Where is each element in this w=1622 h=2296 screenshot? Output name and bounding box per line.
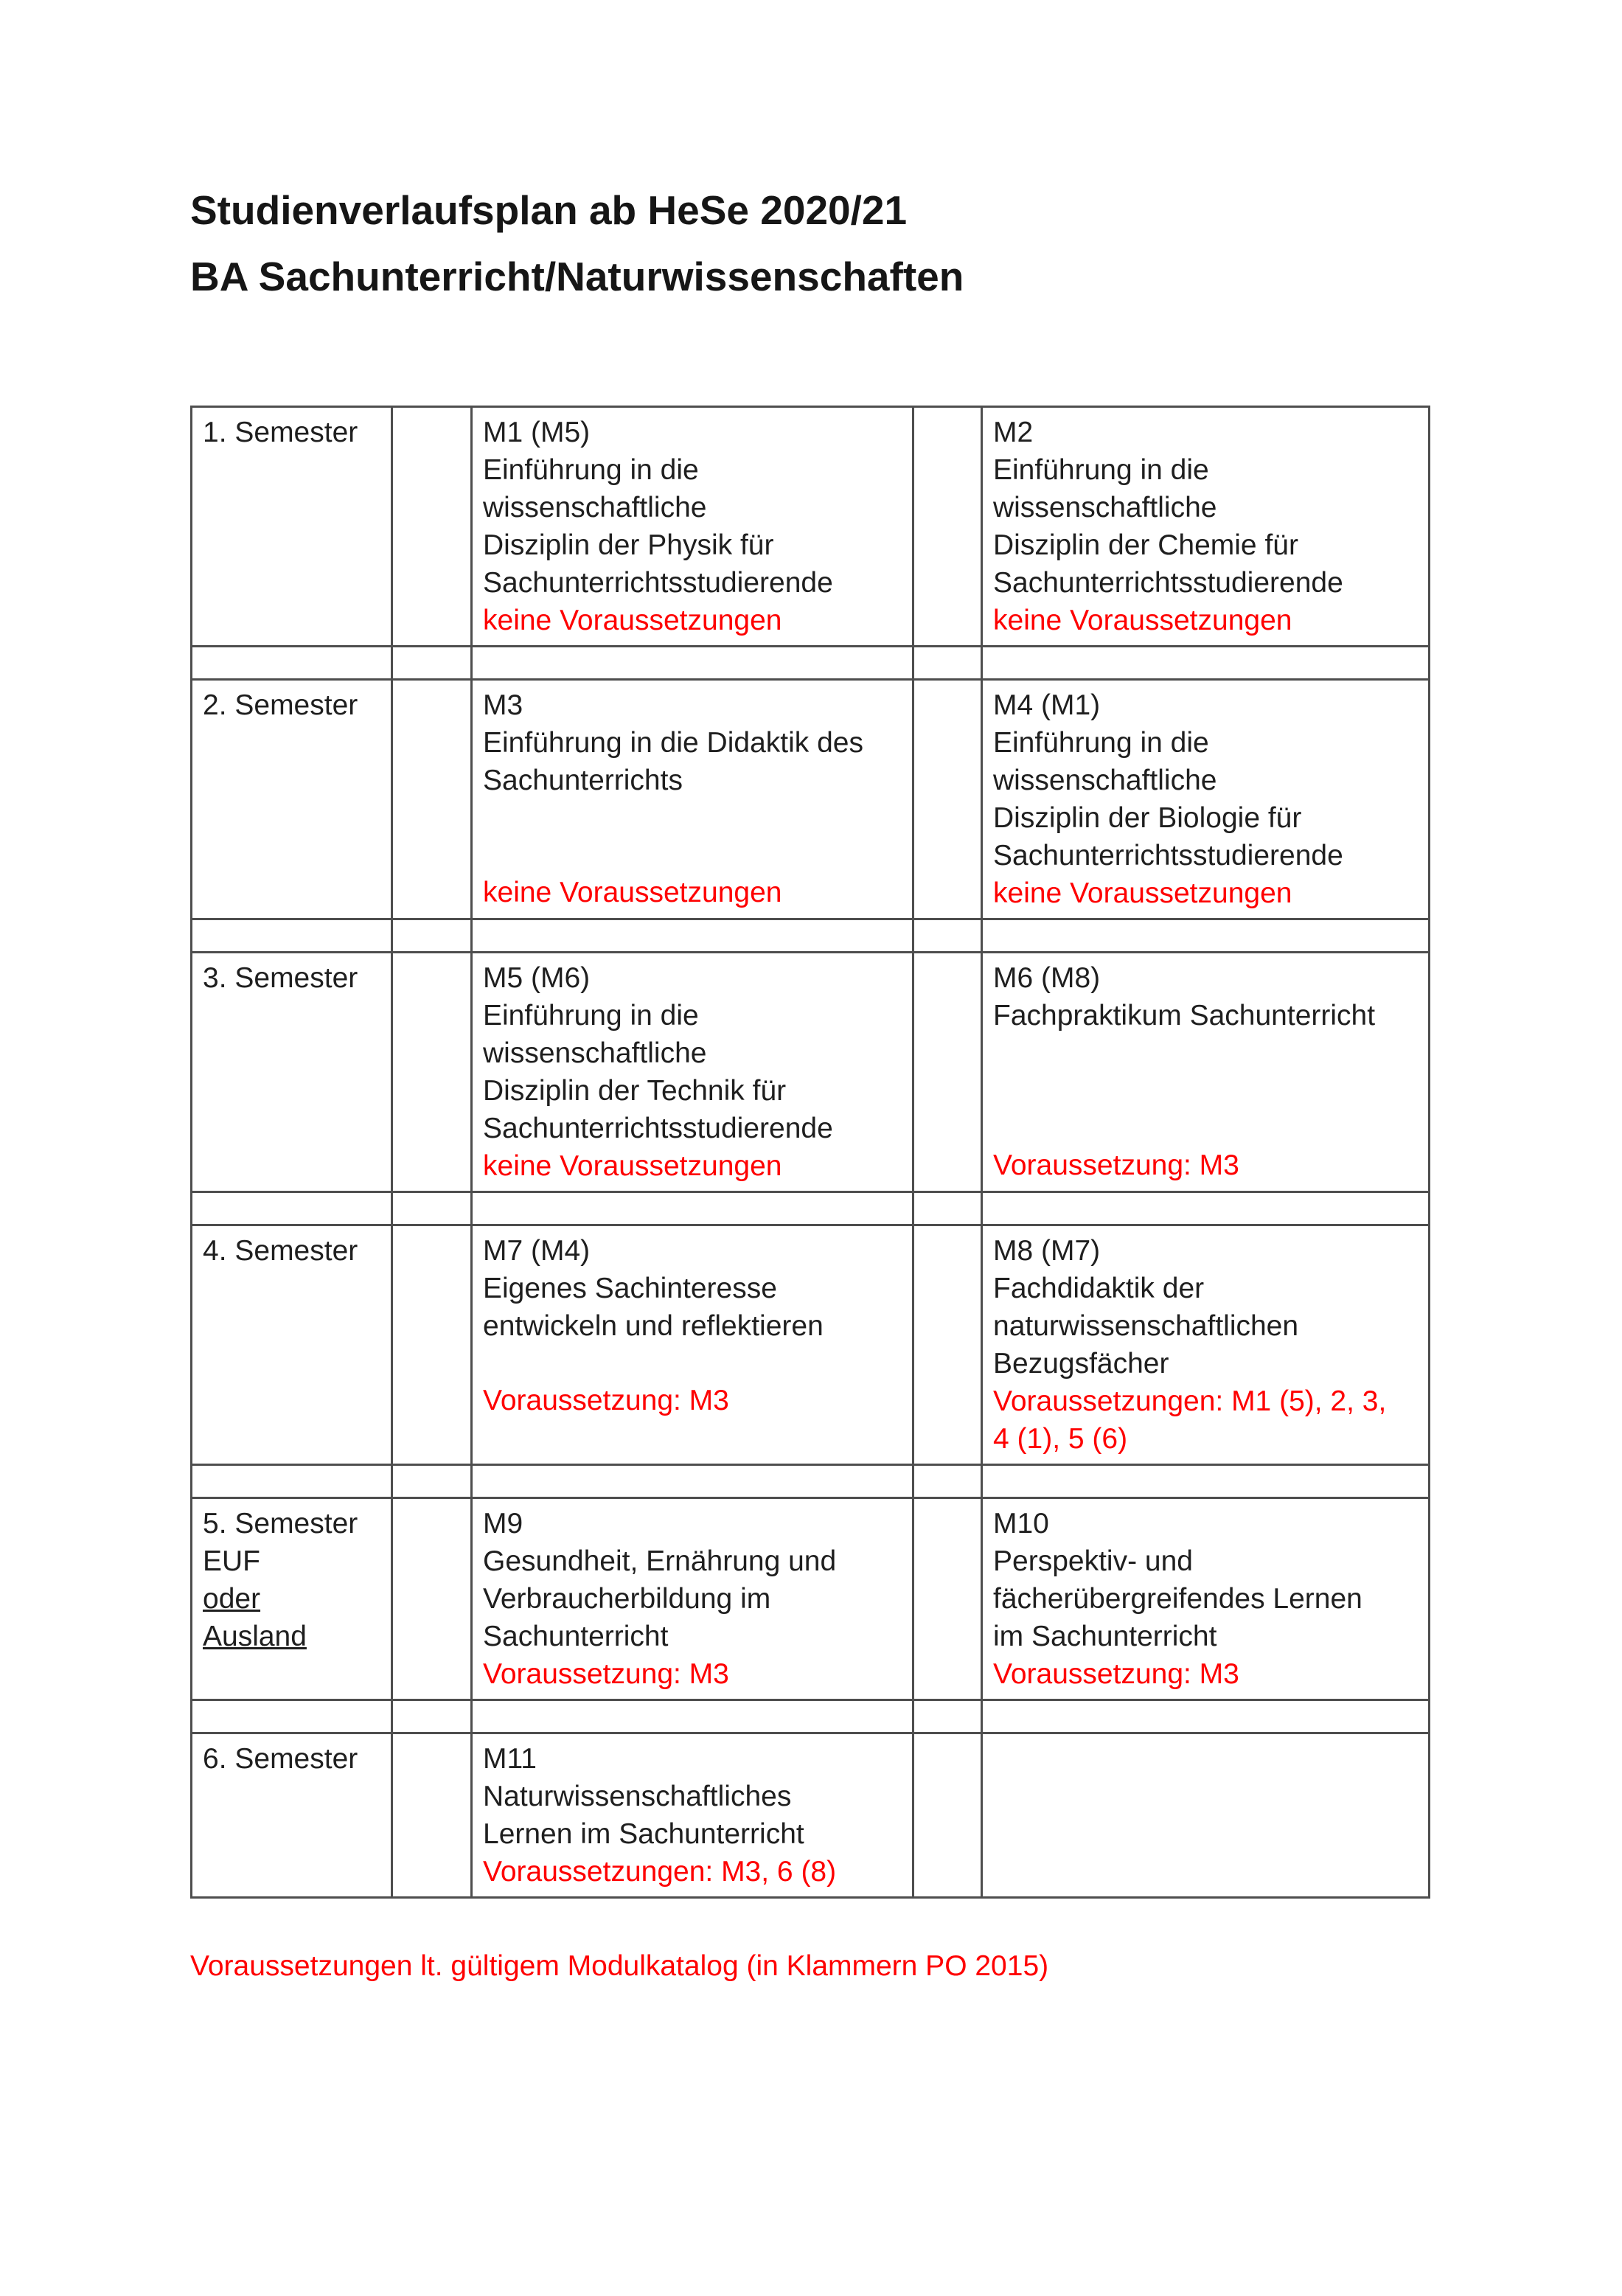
- module-title-line: Perspektiv- und: [993, 1545, 1193, 1577]
- page-title-line-2: BA Sachunterricht/Naturwissenschaften: [190, 254, 964, 299]
- module-code: M8 (M7): [993, 1235, 1101, 1267]
- module-title-line: Eigenes Sachinteresse: [483, 1273, 777, 1304]
- module-title-line: naturwissenschaftlichen: [993, 1310, 1299, 1342]
- spacer-column-cell: [392, 953, 472, 1192]
- module-cell-3-left: [472, 953, 913, 1192]
- semester-label-euf: EUF: [203, 1545, 260, 1577]
- module-code: M10: [993, 1508, 1049, 1540]
- semester-cell-2: [192, 680, 392, 919]
- module-cell-5-left: [472, 1498, 913, 1700]
- semester-cell-6: [192, 1733, 392, 1898]
- module-title-line: Sachunterrichtsstudierende: [483, 567, 833, 599]
- table-row-semester-1: [192, 407, 1430, 647]
- requirement-note: Voraussetzung: M3: [483, 1385, 729, 1416]
- module-title-line: Disziplin der Technik für: [483, 1075, 787, 1107]
- module-title-line: wissenschaftliche: [993, 492, 1217, 523]
- spacer-row: [192, 919, 1430, 953]
- page-title-line-1: Studienverlaufsplan ab HeSe 2020/21: [190, 187, 908, 233]
- module-title-line: Disziplin der Biologie für: [993, 802, 1302, 834]
- module-title-line: Fachpraktikum Sachunterricht: [993, 1000, 1376, 1032]
- semester-label: 3. Semester: [203, 962, 358, 994]
- module-code: M9: [483, 1508, 523, 1540]
- module-code: M11: [483, 1743, 537, 1775]
- spacer-row: [192, 1700, 1430, 1733]
- semester-cell-5: [192, 1498, 392, 1700]
- spacer-column-cell: [913, 1733, 982, 1898]
- semester-label-oder: oder: [203, 1583, 261, 1615]
- module-title-line: Gesundheit, Ernährung und: [483, 1545, 837, 1577]
- requirement-note: keine Voraussetzungen: [483, 605, 782, 636]
- spacer-column-cell: [392, 680, 472, 919]
- requirement-note: Voraussetzungen: M1 (5), 2, 3, 4 (1), 5 (6): [993, 1385, 1387, 1455]
- spacer-column-cell: [392, 407, 472, 647]
- spacer-row: [192, 1192, 1430, 1225]
- module-title-line: wissenschaftliche: [483, 492, 707, 523]
- requirement-note: keine Voraussetzungen: [483, 877, 782, 908]
- table-row-semester-2: [192, 680, 1430, 919]
- module-title-line: Disziplin der Physik für: [483, 529, 774, 561]
- study-plan-table: [190, 406, 1430, 1899]
- module-title-line: Naturwissenschaftliches: [483, 1781, 792, 1812]
- module-title-line: Sachunterrichtsstudierende: [993, 840, 1343, 872]
- module-cell-1-left: [472, 407, 913, 647]
- module-title-line: im Sachunterricht: [993, 1621, 1217, 1652]
- requirement-note: keine Voraussetzungen: [993, 877, 1292, 909]
- page-title: [190, 177, 1622, 310]
- module-cell-2-right: [982, 680, 1430, 919]
- module-title-line: Fachdidaktik der: [993, 1273, 1205, 1304]
- spacer-column-cell: [392, 1498, 472, 1700]
- module-cell-6-left: [472, 1733, 913, 1898]
- module-cell-2-left: [472, 680, 913, 919]
- module-title-line: Einführung in die: [483, 454, 699, 486]
- module-code: M7 (M4): [483, 1235, 591, 1267]
- semester-label: 6. Semester: [203, 1743, 358, 1775]
- module-title-line: fächerübergreifendes Lernen: [993, 1583, 1362, 1615]
- module-title-line: Sachunterrichtsstudierende: [483, 1113, 833, 1144]
- module-title-line: Lernen im Sachunterricht: [483, 1818, 804, 1850]
- module-title-line: Einführung in die Didaktik des: [483, 727, 863, 759]
- module-title-line: Sachunterrichtsstudierende: [993, 567, 1343, 599]
- blank-line: [483, 1419, 902, 1457]
- module-code: M4 (M1): [993, 689, 1101, 721]
- requirement-note: Voraussetzung: M3: [993, 1149, 1239, 1181]
- module-cell-6-right-empty: [982, 1733, 1430, 1898]
- requirement-note: Voraussetzung: M3: [993, 1658, 1239, 1690]
- table-row-semester-5: [192, 1498, 1430, 1700]
- module-code: M6 (M8): [993, 962, 1101, 994]
- semester-label: 1. Semester: [203, 417, 358, 448]
- spacer-row: [192, 647, 1430, 680]
- table-row-semester-4: [192, 1225, 1430, 1465]
- module-code: M5 (M6): [483, 962, 591, 994]
- semester-cell-3: [192, 953, 392, 1192]
- module-title-line: Verbraucherbildung im: [483, 1583, 771, 1615]
- semester-cell-4: [192, 1225, 392, 1465]
- spacer-row: [192, 1465, 1430, 1498]
- requirement-note: keine Voraussetzungen: [483, 1150, 782, 1182]
- module-cell-1-right: [982, 407, 1430, 647]
- semester-label: 4. Semester: [203, 1235, 358, 1267]
- spacer-column-cell: [392, 1733, 472, 1898]
- module-title-line: entwickeln und reflektieren: [483, 1310, 824, 1342]
- requirement-note: Voraussetzung: M3: [483, 1658, 729, 1690]
- module-code: M3: [483, 689, 523, 721]
- module-cell-3-right: [982, 953, 1430, 1192]
- module-title-line: Sachunterrichts: [483, 765, 683, 796]
- table-row-semester-3: [192, 953, 1430, 1192]
- semester-label-ausland: Ausland: [203, 1621, 307, 1652]
- module-title-line: Bezugsfächer: [993, 1348, 1169, 1380]
- module-cell-4-right: [982, 1225, 1430, 1465]
- requirement-note: keine Voraussetzungen: [993, 605, 1292, 636]
- spacer-column-cell: [913, 1498, 982, 1700]
- spacer-column-cell: [913, 953, 982, 1192]
- semester-label: 2. Semester: [203, 689, 358, 721]
- module-title-line: Sachunterricht: [483, 1621, 669, 1652]
- module-cell-5-right: [982, 1498, 1430, 1700]
- requirement-note: Voraussetzungen: M3, 6 (8): [483, 1856, 837, 1888]
- module-title-line: wissenschaftliche: [483, 1037, 707, 1069]
- spacer-column-cell: [913, 680, 982, 919]
- spacer-column-cell: [913, 407, 982, 647]
- semester-cell-1: [192, 407, 392, 647]
- module-title-line: wissenschaftliche: [993, 765, 1217, 796]
- spacer-column-cell: [913, 1225, 982, 1465]
- module-code: M1 (M5): [483, 417, 591, 448]
- semester-label: 5. Semester: [203, 1508, 358, 1540]
- module-title-line: Einführung in die: [483, 1000, 699, 1032]
- footer-note: Voraussetzungen lt. gültigem Modulkatalog (in Klammern PO 2015): [190, 1950, 1049, 1982]
- module-title-line: Einführung in die: [993, 727, 1209, 759]
- module-cell-4-left: [472, 1225, 913, 1465]
- spacer-column-cell: [392, 1225, 472, 1465]
- table-row-semester-6: [192, 1733, 1430, 1898]
- module-code: M2: [993, 417, 1034, 448]
- module-title-line: Einführung in die: [993, 454, 1209, 486]
- module-title-line: Disziplin der Chemie für: [993, 529, 1298, 561]
